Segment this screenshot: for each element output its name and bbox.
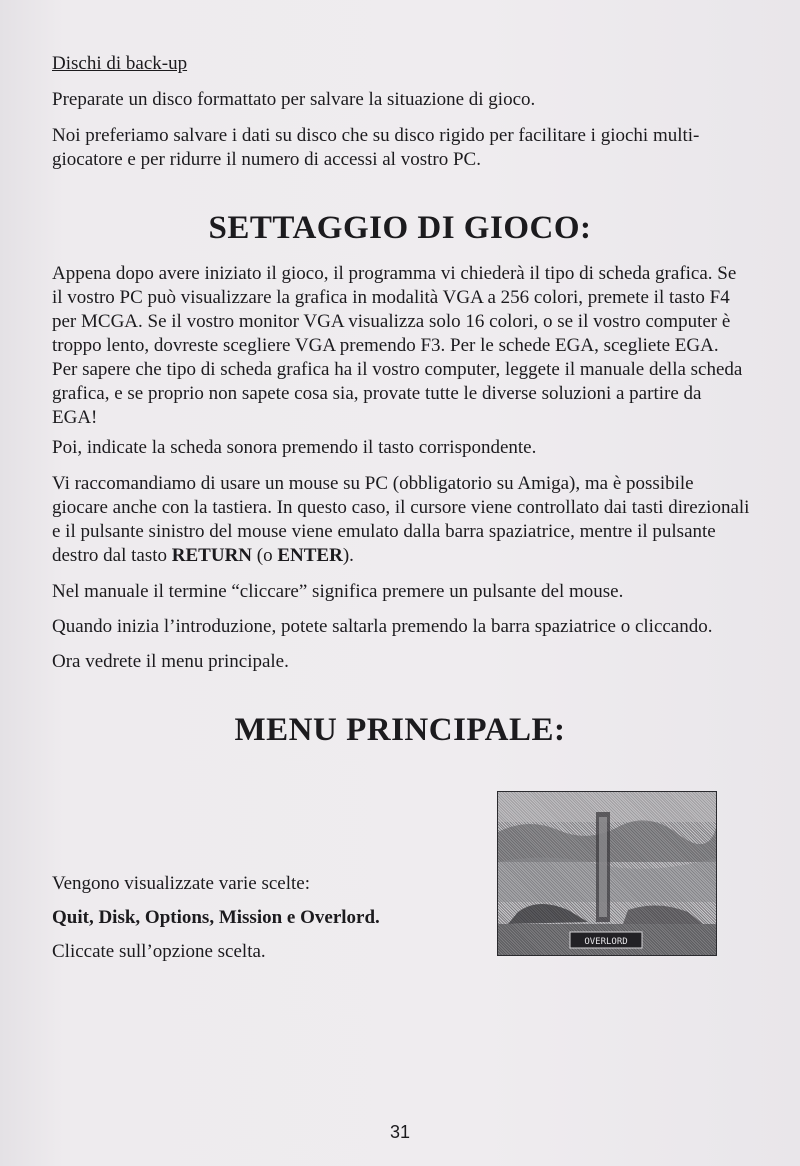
setup-p3-text: (o xyxy=(252,545,278,566)
setup-paragraph-5: Quando inizia l’introduzione, potete saltarla premendo la barra spaziatrice o cliccando. xyxy=(52,616,713,637)
setup-p1-line: Appena dopo avere iniziato il gioco, il programma vi chiederà il tipo di scheda grafica. Se xyxy=(52,263,737,284)
return-key-label: RETURN xyxy=(171,545,253,566)
setup-p1-line: grafica, e se proprio non sapete cosa sia, provate tutte le diverse soluzioni a partire da xyxy=(52,383,702,404)
setup-paragraph-2: Poi, indicate la scheda sonora premendo il tasto corrispondente. xyxy=(52,437,537,458)
setup-p3-line: giocare anche con la tastiera. In questo caso, il cursore viene controllato dai tasti direzionali xyxy=(52,497,750,518)
setup-paragraph-3 xyxy=(52,472,760,568)
setup-p3-last-line xyxy=(52,544,760,568)
menu-heading: MENU PRINCIPALE: xyxy=(234,712,566,748)
setup-heading: SETTAGGIO DI GIOCO: xyxy=(208,210,592,246)
backup-subheading: Dischi di back-up xyxy=(52,53,188,74)
setup-p3-text: destro dal tasto xyxy=(52,545,172,566)
setup-p3-line: e il pulsante sinistro del mouse viene emulato dalla barra spaziatrice, mentre il pulsante xyxy=(52,521,716,542)
menu-paragraph-3: Cliccate sull’opzione scelta. xyxy=(52,941,266,962)
setup-p1-line: il vostro PC può visualizzare la grafica in modalità VGA a 256 colori, premete il tasto F4 xyxy=(52,287,730,308)
enter-key-label: ENTER xyxy=(277,545,343,566)
setup-p1-line: per MCGA. Se il vostro monitor VGA visualizza solo 16 colori, o se il vostro computer è xyxy=(52,311,731,332)
setup-p3-text: ). xyxy=(342,545,354,566)
page-number: 31 xyxy=(389,1122,411,1142)
menu-options-list: Quit, Disk, Options, Mission e Overlord. xyxy=(52,907,380,928)
game-menu-screenshot xyxy=(497,791,717,956)
setup-p1-line: troppo lento, dovreste scegliere VGA premendo F3. Per le schede EGA, scegliete EGA. xyxy=(52,335,719,356)
game-menu-scene xyxy=(498,792,716,955)
setup-paragraph-6: Ora vedrete il menu principale. xyxy=(52,651,289,672)
setup-p1-line: Per sapere che tipo di scheda grafica ha il vostro computer, leggete il manuale della scheda xyxy=(52,359,743,380)
backup-paragraph-2-line-2: giocatore e per ridurre il numero di accessi al vostro PC. xyxy=(52,149,481,170)
setup-paragraph-1 xyxy=(52,262,760,430)
backup-paragraph-2-line-1: Noi preferiamo salvare i dati su disco che su disco rigido per facilitare i giochi multi- xyxy=(52,125,700,146)
backup-paragraph-1: Preparate un disco formattato per salvare la situazione di gioco. xyxy=(52,89,536,110)
setup-p3-line: Vi raccomandiamo di usare un mouse su PC (obbligatorio su Amiga), ma è possibile xyxy=(52,473,694,494)
backup-paragraph-2 xyxy=(52,124,760,172)
menu-paragraph-1: Vengono visualizzate varie scelte: xyxy=(52,873,310,894)
setup-p1-line: EGA! xyxy=(52,407,98,428)
screenshot-caption: OVERLORD xyxy=(584,937,628,947)
setup-paragraph-4: Nel manuale il termine “cliccare” significa premere un pulsante del mouse. xyxy=(52,581,624,602)
